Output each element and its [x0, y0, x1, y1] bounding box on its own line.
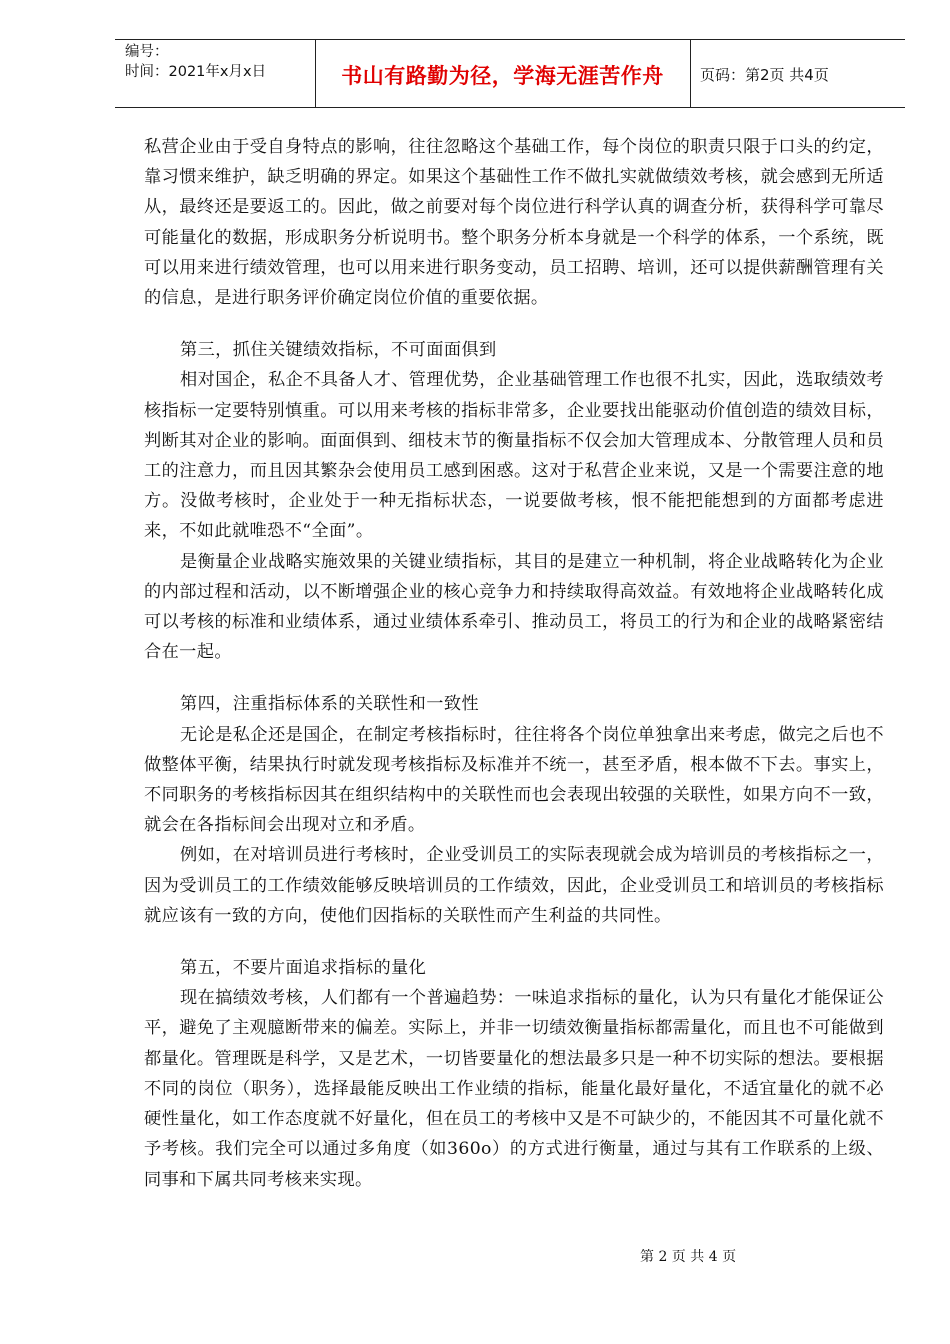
header-meta-cell [115, 40, 316, 107]
paragraph-trainer-example: 例如，在对培训员进行考核时，企业受训员工的实际表现就会成为培训员的考核指标之一，因为受训员工的工作绩效能够反映培训员的工作绩效，因此，企业受训员工和培训员的考核指标就应该有一致的方向，使他们因指标的关联性而产生利益的共同性。 [144, 845, 884, 926]
header-page-cell [690, 40, 905, 107]
heading-fifth-point: 第五，不要片面追求指标的量化 [180, 958, 427, 979]
page-code: 页码：第2页 共4页 [700, 66, 829, 84]
paragraph-key-indicators: 相对国企，私企不具备人才、管理优势，企业基础管理工作也很不扎实，因此，选取绩效考核指标一定要特别慎重。可以用来考核的指标非常多，企业要找出能驱动价值创造的绩效目标，判断其对企业的影响。面面俱到、细枝末节的衡量指标不仅会加大管理成本、分散管理人员和员工的注意力，而且因其繁杂会使用员工感到困惑。这对于私营企业来说，又是一个需要注意的地方。没做考核时，企业处于一种无指标状态，一说要做考核，恨不能把能想到的方面都考虑进来，不如此就唯恐不“全面”。 [144, 370, 884, 542]
paragraph-indicator-consistency: 无论是私企还是国企，在制定考核指标时，往往将各个岗位单独拿出来考虑，做完之后也不做整体平衡，结果执行时就发现考核指标及标准并不统一，甚至矛盾，根本做不下去。事实上，不同职务的考核指标因其在组织结构中的关联性而也会表现出较强的关联性，如果方向不一致，就会在各指标间会出现对立和矛盾。 [144, 724, 884, 836]
paragraph-kpi-definition: 是衡量企业战略实施效果的关键业绩指标，其目的是建立一种机制，将企业战略转化为企业的内部过程和活动，以不断增强企业的核心竞争力和持续取得高效益。有效地将企业战略转化成可以考核的标准和业绩体系，通过业绩体系牵引、推动员工，将员工的行为和企业的战略紧密结合在一起。 [144, 551, 884, 663]
document-body [144, 132, 884, 1195]
heading-fourth-point: 第四，注重指标体系的关联性和一致性 [180, 694, 479, 715]
time-label: 时间：2021年x月x日 [125, 64, 267, 80]
header-motto-cell [315, 40, 691, 107]
page-footer: 第 2 页 共 4 页 [640, 1249, 737, 1265]
paragraph-quantification: 现在搞绩效考核，人们都有一个普遍趋势：一味追求指标的量化，认为只有量化才能保证公平，避免了主观臆断带来的偏差。实际上，并非一切绩效衡量指标都需量化，而且也不可能做到都量化。管理既是科学，又是艺术，一切皆要量化的想法最多只是一种不切实际的想法。要根据不同的岗位（职务），选择最能反映出工作业绩的指标，能量化最好量化，不适宜量化的就不必硬性量化，如工作态度就不好量化，但在员工的考核中又是不可缺少的，不能因其不可量化就不予考核。我们完全可以通过多角度（如360o）的方式进行衡量，通过与其有工作联系的上级、同事和下属共同考核来实现。 [144, 988, 884, 1190]
motto-text: 书山有路勤为径，学海无涯苦作舟 [341, 63, 664, 88]
heading-third-point: 第三，抓住关键绩效指标，不可面面俱到 [180, 340, 497, 361]
paragraph-job-analysis: 私营企业由于受自身特点的影响，往往忽略这个基础工作，每个岗位的职责只限于口头的约定，靠习惯来维护，缺乏明确的界定。如果这个基础性工作不做扎实就做绩效考核，就会感到无所适从，最终还是要返工的。因此，做之前要对每个岗位进行科学认真的调查分析，获得科学可靠尽可能量化的数据，形成职务分析说明书。整个职务分析本身就是一个科学的体系，一个系统，既可以用来进行绩效管理，也可以用来进行职务变动，员工招聘、培训，还可以提供薪酬管理有关的信息，是进行职务评价确定岗位价值的重要依据。 [144, 137, 884, 309]
page-header [115, 39, 905, 108]
serial-label: 编号： [125, 44, 169, 60]
